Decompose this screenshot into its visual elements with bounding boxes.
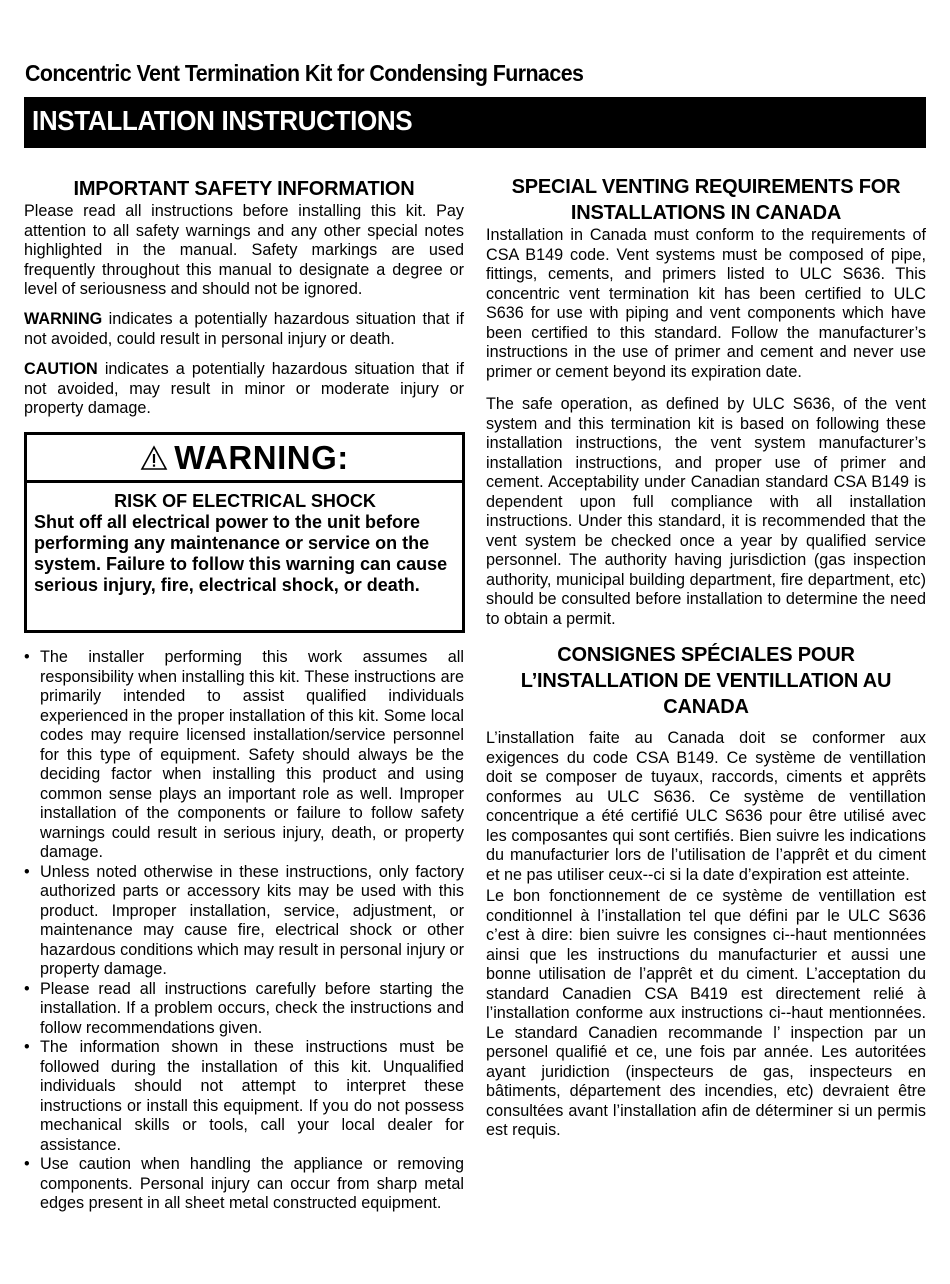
list-item: • The information shown in these instructions must be followed during the installation of this kit. Unqualified individuals should not attempt to interpret these instructions or install this equipment. If you do not possess mechanical skills or tools, call your local dealer for assistance. bbox=[24, 1038, 464, 1154]
french-paragraph-1-wrap bbox=[486, 729, 926, 885]
french-section-heading-wrap bbox=[486, 642, 926, 720]
document-title: Concentric Vent Termination Kit for Condensing Furnaces bbox=[25, 60, 584, 86]
list-item: • The installer performing this work assumes all responsibility when installing this kit. These instructions are primarily intended to assist qualified individuals experienced in the proper installation of this kit. Some local codes may require licensed installation/service personnel for this type of equipment. Safety should always be the deciding factor when installing this product and using common sense plays an important role as well. Improper installation of the components or failure to follow safety warnings could result in serious injury, death, or property damage. bbox=[24, 648, 464, 861]
canada-paragraph-1: Installation in Canada must conform to the requirements of CSA B149 code. Vent systems must be composed of pipe, fittings, cements, and primers listed to ULC S636. This concentric vent termination kit has been certified to ULC S636 for use with piping and vent components which have been certified to this standard. Follow the manufacturer’s instructions in the use of primer and cement and never use primer or cement beyond its expiration date. bbox=[486, 226, 926, 381]
french-heading: CONSIGNES SPÉCIALES POUR L’INSTALLATION DE VENTILLATION AU CANADA bbox=[520, 644, 892, 718]
warning-box-header bbox=[27, 435, 462, 483]
warning-box-body bbox=[27, 483, 462, 596]
banner-title: INSTALLATION INSTRUCTIONS bbox=[32, 105, 413, 136]
warning-triangle-icon bbox=[140, 445, 168, 471]
safety-section bbox=[24, 176, 464, 300]
bullet-icon: • bbox=[24, 979, 30, 998]
safety-heading: IMPORTANT SAFETY INFORMATION bbox=[73, 178, 415, 200]
installation-banner bbox=[24, 97, 926, 148]
safety-bullet-list bbox=[24, 648, 464, 1214]
french-paragraph-2: Le bon fonctionnement de ce système de ventillation est conditionnel à l’installation tel que défini par le ULC S636 c’est à dire: bien suivre les consignes ci--haut mentionnées ainsi que les instructions du manufacturier et aussi une bonne utilisation de l’apprêt et du ciment. L’acceptation du standard Canadien CSA B419 est directement relié à l’installation conforme aux instructions ci--haut mentionnées. Le standard Canadien recommande l’ inspection par un personel qualifié et ce, une fois par année. Les autoritées ayant juridiction (inspecteurs de gas, inspecteurs en bâtiments, département des incendies, etc) devraient être consultées avant l’installation afin de déterminer si un permis est requis. bbox=[486, 887, 926, 1139]
bullet-icon: • bbox=[24, 1038, 30, 1056]
warning-box-title: WARNING: bbox=[174, 438, 349, 476]
canada-paragraph-2: The safe operation, as defined by ULC S636, of the vent system and this termination kit is based on following these installation instructions, the vent system manufacturer’s installation instructions, and proper use of primer and cement. Acceptability under Canadian standard CSA B149 is dependent upon full compliance with all installation instructions. Under this standard, it is recommended that the vent system be checked once a year by qualified service personnel. The authority having jurisdiction (gas inspection authority, municipal building department, fire department, etc) should be consulted before installation to determine the need to obtain a permit. bbox=[486, 395, 926, 628]
bullet-icon: • bbox=[24, 648, 30, 666]
warning-definition bbox=[24, 310, 464, 349]
list-item: • Unless noted otherwise in these instructions, only factory authorized parts or accessory kits may be used with this product. Improper installation, service, adjustment, or maintenance may cause fire, electrical shock or other hazardous conditions which may result in personal injury or property damage. bbox=[24, 862, 464, 978]
french-paragraph-1: L’installation faite au Canada doit se conformer aux exigences du code CSA B149. Ce système de ventillation doit se composer de tuyaux, raccords, ciments et apprêts conformes au ULC S636. Ce système de ventillation concentrique a été certifié ULC S636 pour être utilisé avec les composantes qui sont certifiés. Bien suivre les indications du manufacturier lors de l’utilisation de l’apprêt et du ciment et ne pas utiliser ceux--ci si la date d’expiration est atteinte. bbox=[486, 729, 926, 884]
warning-definition-text: indicates a potentially hazardous situation that if not avoided, could result in personal injury or death. bbox=[24, 310, 464, 348]
canada-heading: SPECIAL VENTING REQUIREMENTS FOR INSTALLATIONS IN CANADA bbox=[511, 176, 901, 224]
caution-term: CAUTION bbox=[24, 360, 98, 378]
safety-intro: Please read all instructions before installing this kit. Pay attention to all safety warnings and any other special notes highlighted in the manual. Safety markings are used frequently throughout this manual to designate a degree or level of seriousness and should not be ignored. bbox=[24, 202, 464, 298]
warning-box-text: Shut off all electrical power to the unit before performing any maintenance or service on the system. Failure to follow this warning can cause serious injury, fire, electrical shock, or death. bbox=[34, 512, 448, 595]
bullet-icon: • bbox=[24, 1155, 30, 1173]
canada-venting-section bbox=[486, 174, 926, 382]
warning-box-subtitle: RISK OF ELECTRICAL SHOCK bbox=[114, 491, 376, 511]
french-paragraph-2-wrap bbox=[486, 887, 926, 1141]
warning-term: WARNING bbox=[24, 310, 103, 328]
canada-paragraph-2-wrap bbox=[486, 395, 926, 629]
caution-definition bbox=[24, 360, 464, 419]
list-item: • Please read all instructions carefully before starting the installation. If a problem occurs, check the instructions and follow recommendations given. bbox=[24, 979, 464, 1037]
list-item: • Use caution when handling the appliance or removing components. Personal injury can occur from sharp metal edges present in all sheet metal constructed equipment. bbox=[24, 1155, 464, 1212]
caution-definition-text: indicates a potentially hazardous situation that if not avoided, may result in minor or moderate injury or property damage. bbox=[24, 360, 464, 417]
electrical-shock-warning-box bbox=[24, 432, 465, 633]
bullet-icon: • bbox=[24, 862, 30, 881]
